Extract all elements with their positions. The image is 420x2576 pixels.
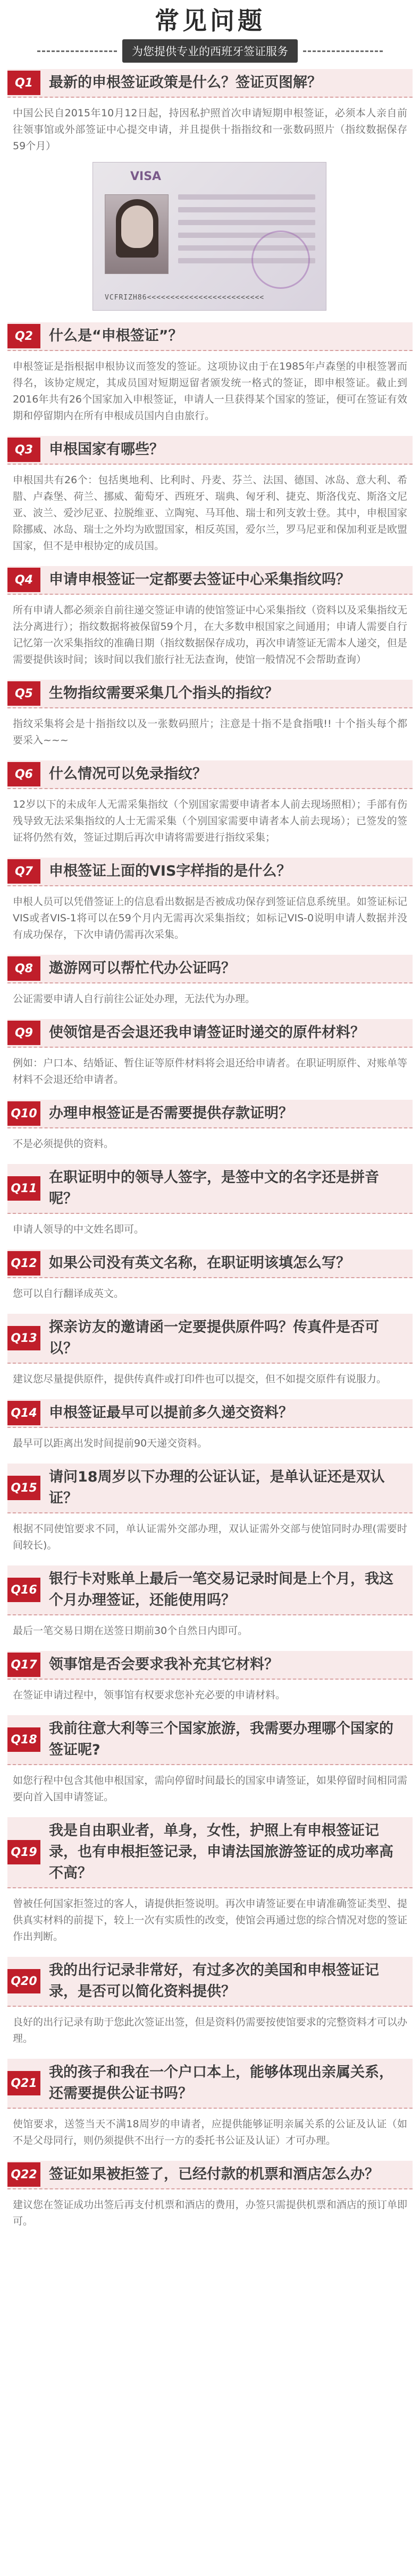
faq-question [7,436,413,465]
faq-item [7,1314,413,1388]
question-number-badge: Q22 [7,2162,40,2187]
faq-item [7,2059,413,2149]
answer-text: 申请人领导的中文姓名即可。 [13,1223,145,1235]
faq-question [7,1314,413,1364]
question-text: 领事馆是否会要求我补充其它材料？ [49,1656,279,1673]
question-text: 申根签证上面的VIS字样指的是什么？ [49,863,291,879]
question-text: 我前往意大利等三个国家旅游，我需要办理哪个国家的签证呢? [49,1721,393,1758]
faq-item [7,69,413,311]
faq-item [7,1715,413,1805]
page-title: 常见问题 [155,6,265,35]
answer-text: 建议您在签证成功出签后再支付机票和酒店的费用，办签只需提供机票和酒店的预订单即可。 [13,2199,407,2227]
answer-text: 根据不同使馆要求不同，单认证需外交部办理，双认证需外交部与使馆同时办理(需要时间较长)。 [13,1523,407,1551]
faq-item [7,566,413,668]
question-number-badge: Q15 [7,1476,40,1500]
question-text: 银行卡对账单上最后一笔交易记录时间是上个月，我这个月办理签证，还能使用吗？ [49,1571,393,1608]
faq-question [7,1250,413,1278]
question-number-badge: Q16 [7,1578,40,1602]
question-number-badge: Q9 [7,1021,40,1045]
question-number-badge: Q14 [7,1401,40,1425]
question-number-badge: Q12 [7,1251,40,1276]
faq-item [7,1250,413,1302]
question-number-badge: Q7 [7,859,40,884]
answer-text: 您可以自行翻译成英文。 [13,1288,124,1299]
faq-question [7,1817,413,1888]
faq-question [7,2161,413,2189]
faq-question [7,2059,413,2109]
answer-text: 例如：户口本、结婚证、暂住证等原件材料将会退还给申请者。在职证明原件、对账单等材料不会退还给申请者。 [13,1057,407,1085]
passport-photo [105,194,169,274]
answer-text: 12岁以下的未成年人无需采集指纹（个别国家需要申请者本人前去现场照相）；手部有伤残导致无法采集指纹的人士无需采集（个别国家需要申请者本人前去现场）；已签发的签证将仍然有效，签证过期后再次申请将需要进行指纹采集； [13,799,407,843]
answer-text: 申根国共有26个：包括奥地利、比利时、丹麦、芬兰、法国、德国、冰岛、意大利、希腊、卢森堡、荷兰、挪威、葡萄牙、西班牙、瑞典、匈牙利、捷克、斯洛伐克、斯洛文尼亚、波兰、爱沙尼亚、拉脱维亚、立陶宛、马耳他、瑞士和列支敦士登。其中，申根国家除挪威、冰岛、瑞士之外均为欧盟国家，相反英国，爱尔兰，罗马尼亚和保加利亚是欧盟国家，但不是申根协定的成员国。 [13,474,407,552]
question-text: 申请申根签证一定都要去签证中心采集指纹吗？ [49,571,350,588]
answer-text: 公证需要申请人自行前往公证处办理，无法代为办理。 [13,993,256,1005]
visa-stamp [251,230,310,289]
faq-question [7,1464,413,1513]
answer-text: 如您行程中包含其他申根国家，需向停留时间最长的国家申请签证，如果停留时间相同需要向首入国申请签证。 [13,1775,407,1803]
faq-item [7,1565,413,1639]
subtitle-row [7,39,413,63]
question-number-badge: Q11 [7,1176,40,1201]
question-number-badge: Q2 [7,324,40,348]
answer-text: 良好的出行记录有助于您此次签证出签，但是资料仍需要按使馆要求的完整资料才可以办理。 [13,2016,407,2044]
faq-question [7,1399,413,1428]
question-number-badge: Q8 [7,956,40,981]
question-text: 什么情况可以免录指纹？ [49,766,207,782]
page-subtitle: 为您提供专业的西班牙签证服务 [122,39,298,63]
faq-question [7,1100,413,1128]
answer-text: 建议您尽量提供原件，提供传真件或打印件也可以提交，但不如提交原件有说服力。 [13,1373,387,1385]
visa-label: VISA [130,170,162,183]
question-text: 请问18周岁以下办理的公证认证，是单认证还是双认证？ [49,1469,385,1507]
question-number-badge: Q3 [7,438,40,462]
faq-item [7,858,413,943]
question-number-badge: Q5 [7,681,40,706]
answer-text: 申根签证是指根据申根协议而签发的签证。这项协议由于在1985年卢森堡的申根签署而得名，该协定规定，其成员国对短期逗留者颁发统一格式的签证，即申根签证。截止到2016年共有26个国家加入申根签证，申请人一旦获得某个国家的签证，便可在签证有效期和停留期内在所有申根成员国内自由旅行。 [13,361,407,422]
faq-question [7,322,413,351]
divider-right [303,50,383,52]
question-text: 我是自由职业者，单身，女性，护照上有申根签证记录，也有申根拒签记录，申请法国旅游签证的成功率高不高？ [49,1822,393,1881]
question-text: 最新的申根签证政策是什么？签证页图解？ [49,74,322,91]
faq-question [7,1565,413,1615]
faq-item [7,322,413,424]
faq-item [7,760,413,846]
question-number-badge: Q13 [7,1326,40,1350]
answer-text: 不是必须提供的资料。 [13,1138,114,1150]
question-number-badge: Q4 [7,568,40,592]
question-number-badge: Q19 [7,1840,40,1864]
faq-item [7,1817,413,1945]
faq-question [7,69,413,98]
faq-item [7,2161,413,2230]
question-text: 我的出行记录非常好，有过多次的美国和申根签证记录，是否可以简化资料提供？ [49,1962,379,2000]
answer-text: 中国公民自2015年10月12日起，持因私护照首次申请短期申根签证，必须本人亲自前往领事馆或外部签证中心提交申请，并且提供十指指纹和一张数码照片（指纹数据保存59个月） [13,107,407,152]
faq-question [7,1019,413,1048]
visa-mrz: VCFRIZH86<<<<<<<<<<<<<<<<<<<<<<<<< [105,294,265,302]
question-text: 探亲访友的邀请函一定要提供原件吗？传真件是否可以？ [49,1319,379,1357]
faq-list [7,69,413,2230]
question-number-badge: Q21 [7,2071,40,2095]
question-number-badge: Q1 [7,71,40,95]
answer-text: 最早可以距离出发时间提前90天递交资料。 [13,1437,208,1449]
faq-question [7,858,413,886]
question-number-badge: Q17 [7,1653,40,1677]
faq-question [7,566,413,595]
question-number-badge: Q20 [7,1969,40,1993]
question-text: 使领馆是否会退还我申请签证时递交的原件材料？ [49,1024,365,1041]
faq-question [7,1715,413,1765]
faq-item [7,680,413,749]
faq-item [7,1957,413,2047]
faq-item [7,1164,413,1238]
faq-item [7,1100,413,1152]
faq-question [7,1651,413,1680]
question-text: 如果公司没有英文名称，在职证明该填怎么写？ [49,1255,350,1271]
faq-item [7,1464,413,1554]
question-text: 在职证明中的领导人签字，是签中文的名字还是拼音呢？ [49,1169,379,1207]
question-number-badge: Q10 [7,1101,40,1126]
question-text: 遨游网可以帮忙代办公证吗？ [49,960,236,977]
answer-text: 最后一笔交易日期在送签日期前30个自然日内即可。 [13,1625,248,1637]
question-text: 什么是“申根签证”？ [49,328,183,344]
question-number-badge: Q18 [7,1727,40,1752]
question-text: 我的孩子和我在一个户口本上，能够体现出亲属关系，还需要提供公证书吗？ [49,2064,393,2102]
answer-text: 曾被任何国家拒签过的客人，请提供拒签说明。再次申请签证要在申请准确签证类型、提供真实材料的前提下，较上一次有实质性的改变，使馆会再通过您的综合情况对您的签证作出判断。 [13,1898,407,1942]
question-text: 申根国家有哪些？ [49,441,164,458]
faq-item [7,436,413,554]
faq-item [7,955,413,1007]
question-text: 生物指纹需要采集几个指头的指纹？ [49,685,279,701]
visa-sample-image [93,162,326,311]
answer-text: 所有申请人都必须亲自前往递交签证申请的使馆签证中心采集指纹（资料以及采集指纹无法分离进行）；指纹数据将被保留59个月，在大多数申根国家之间通用；申请人需要自行记忆第一次采集指纹的准确日期（指纹数据保存成功，再次申请签证无需本人递交，但是需要提供该时间；该时间以我们旅行社无法查询，使馆一般情况不会帮助查询） [13,604,407,665]
faq-question [7,1164,413,1214]
answer-text: 使馆要求，送签当天不满18周岁的申请者，应提供能够证明亲属关系的公证及认证（如不是父母同行，则仍须提供不出行一方的委托书公证及认证）才可办理。 [13,2118,407,2146]
faq-question [7,955,413,983]
faq-question [7,680,413,708]
answer-text: 指纹采集将会是十指指纹以及一张数码照片；注意是十指不是食指哦!! 十个指头每个都要采入~~~ [13,718,407,746]
faq-item [7,1399,413,1452]
question-text: 申根签证最早可以提前多久递交资料？ [49,1405,293,1421]
faq-item [7,1651,413,1704]
question-number-badge: Q6 [7,762,40,786]
answer-text: 在签证申请过程中，领事馆有权要求您补充必要的申请材料。 [13,1689,286,1701]
page-header [7,0,413,69]
question-text: 签证如果被拒签了，已经付款的机票和酒店怎么办？ [49,2166,379,2183]
question-text: 办理申根签证是否需要提供存款证明？ [49,1105,293,1122]
faq-question [7,760,413,789]
divider-left [37,50,117,52]
faq-question [7,1957,413,2007]
answer-text: 申根人员可以凭借签证上的信息看出数据是否被成功保存到签证信息系统里。如签证标记VIS或者VIS-1将可以在59个月内无需再次采集指纹；如标记VIS-0说明申请人数据并没有成功保存，下次申请仍需再次采集。 [13,896,407,940]
faq-item [7,1019,413,1088]
